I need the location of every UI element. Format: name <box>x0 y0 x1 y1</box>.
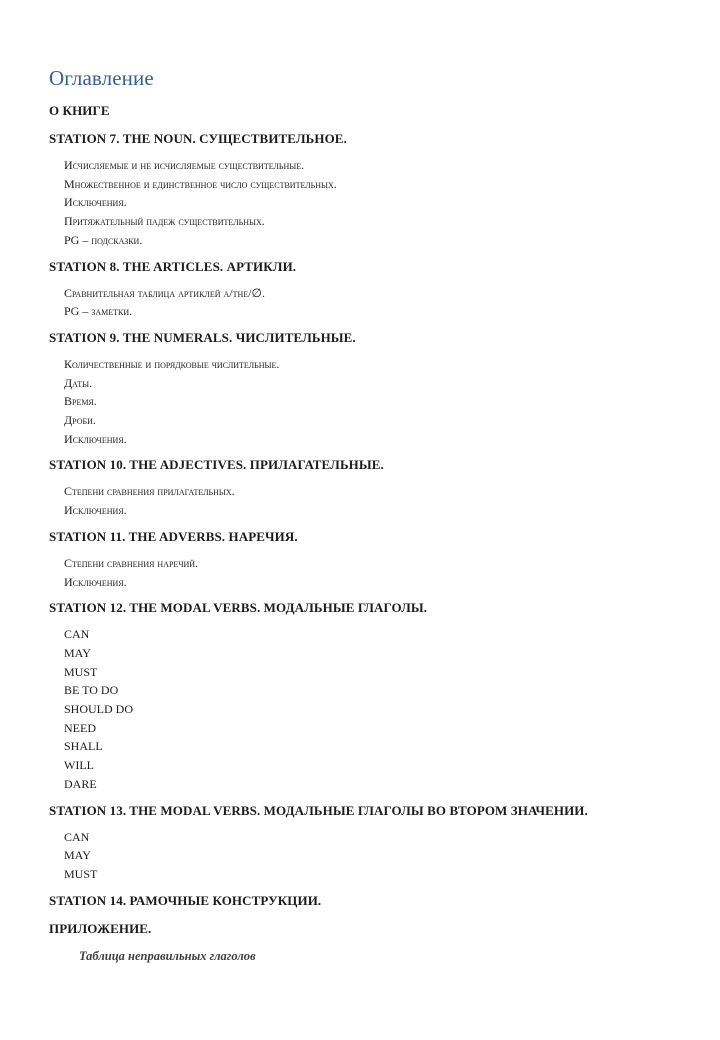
toc-subitem[interactable]: NEED <box>64 720 96 735</box>
toc-subitem[interactable]: Исключения. <box>64 431 127 446</box>
toc-subitem[interactable]: Даты. <box>64 375 93 390</box>
toc-entry-station-10 <box>49 456 689 519</box>
toc-subitem[interactable]: MAY <box>64 848 91 863</box>
toc-subitem[interactable]: DARE <box>64 776 97 791</box>
toc-entry-station-13 <box>49 802 689 884</box>
toc-heading[interactable]: STATION 7. THE NOUN. СУЩЕСТВИТЕЛЬНОЕ. <box>49 131 347 146</box>
toc-heading[interactable]: STATION 11. THE ADVERBS. НАРЕЧИЯ. <box>49 528 298 544</box>
toc-entry-station-7 <box>49 130 689 250</box>
toc-subitem[interactable]: CAN <box>64 627 90 642</box>
toc-entry-station-8 <box>49 258 689 321</box>
toc-subitem[interactable]: Исчисляемые и не исчисляемые существительные. <box>64 158 305 172</box>
toc-subitem[interactable]: MUST <box>64 866 98 881</box>
toc-subitem[interactable]: Степени сравнения прилагательных. <box>64 484 235 499</box>
toc-heading[interactable]: ПРИЛОЖЕНИЕ. <box>49 920 152 936</box>
toc-subitem[interactable]: Количественные и порядковые числительные. <box>64 356 280 371</box>
toc-entry-appendix <box>49 920 689 966</box>
toc-heading[interactable]: STATION 10. THE ADJECTIVES. ПРИЛАГАТЕЛЬНЫЕ. <box>49 457 384 473</box>
toc-subitem[interactable]: MAY <box>64 645 91 660</box>
toc-subitem[interactable]: Притяжательный падеж существительных. <box>64 214 265 229</box>
toc-subitem[interactable]: Сравнительная таблица артиклей a/the/∅. <box>64 285 265 300</box>
toc-subitem[interactable]: CAN <box>64 829 90 844</box>
toc-subitem[interactable]: PG – заметки. <box>64 304 133 319</box>
toc-entry-station-9 <box>49 329 689 449</box>
toc-entry-about-book <box>49 102 689 120</box>
toc-heading[interactable]: STATION 9. THE NUMERALS. ЧИСЛИТЕЛЬНЫЕ. <box>49 329 356 345</box>
toc-subitem[interactable]: PG – подсказки. <box>64 232 143 247</box>
toc-entry-station-12 <box>49 599 689 793</box>
toc-heading[interactable]: STATION 12. THE MODAL VERBS. МОДАЛЬНЫЕ ГЛАГОЛЫ. <box>49 600 428 616</box>
toc-heading[interactable]: STATION 13. THE MODAL VERBS. МОДАЛЬНЫЕ ГЛАГОЛЫ ВО ВТОРОМ ЗНАЧЕНИИ. <box>49 802 588 818</box>
toc-appendix-item[interactable]: Таблица неправильных глаголов <box>79 948 256 963</box>
toc-subitem[interactable]: BE TO DO <box>64 683 119 698</box>
toc-sublist <box>64 554 689 591</box>
toc-sublist <box>64 482 689 519</box>
toc-subitem[interactable]: Исключения. <box>64 195 127 210</box>
toc-subitem[interactable]: MUST <box>64 664 98 679</box>
toc-sublist <box>64 284 689 321</box>
toc-heading[interactable]: STATION 8. THE ARTICLES. АРТИКЛИ. <box>49 258 297 274</box>
toc-sublist <box>64 156 689 250</box>
toc-heading[interactable]: О КНИГЕ <box>49 103 110 118</box>
toc-entry-station-14 <box>49 892 689 910</box>
toc-subitem[interactable]: Время. <box>64 394 97 409</box>
toc-subitem[interactable]: Множественное и единственное число существительных. <box>64 176 337 191</box>
toc-sublist <box>64 828 689 884</box>
toc-entry-station-11 <box>49 528 689 591</box>
toc-subitem[interactable]: SHALL <box>64 739 103 754</box>
toc-subitem[interactable]: Степени сравнения наречий. <box>64 555 199 570</box>
toc-sublist <box>64 355 689 449</box>
page-title: Оглавление <box>49 66 154 90</box>
table-of-contents <box>49 64 689 966</box>
toc-heading[interactable]: STATION 14. РАМОЧНЫЕ КОНСТРУКЦИИ. <box>49 892 322 908</box>
toc-subitem[interactable]: Исключения. <box>64 503 127 518</box>
toc-subitem[interactable]: SHOULD DO <box>64 702 133 717</box>
toc-subitem[interactable]: Исключения. <box>64 574 127 589</box>
toc-sublist <box>64 625 689 793</box>
toc-subitem[interactable]: Дроби. <box>64 413 96 428</box>
toc-subitem[interactable]: WILL <box>64 758 94 773</box>
